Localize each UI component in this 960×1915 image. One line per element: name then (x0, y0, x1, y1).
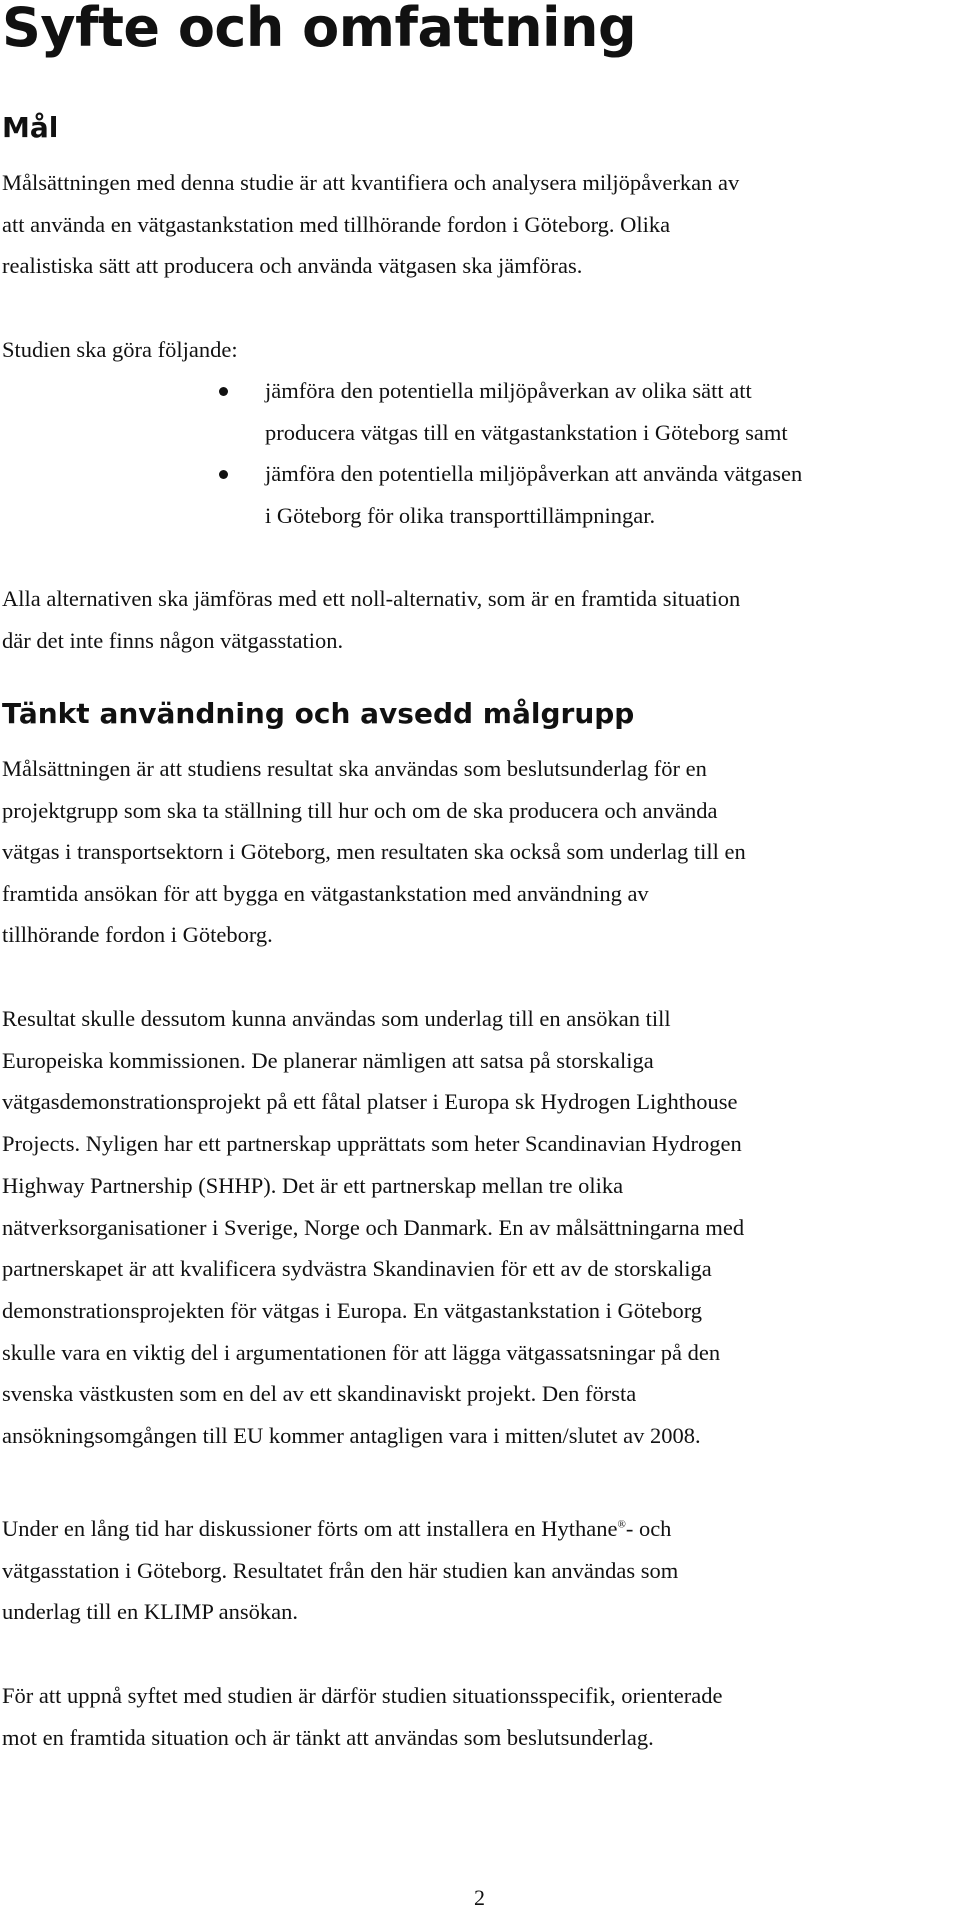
text-line: demonstrationsprojekten för vätgas i Europa. En vätgastankstation i Göteborg (2, 1297, 703, 1323)
text-line: Målsättningen med denna studie är att kvantifiera och analysera miljöpåverkan av (2, 170, 740, 195)
text-line: projektgrupp som ska ta ställning till hur och om de ska producera och använda (2, 797, 718, 823)
list-intro: Studien ska göra följande: (2, 337, 238, 362)
text-line: realistiska sätt att producera och använda vätgasen ska jämföras. (2, 253, 583, 278)
text-line: svenska västkusten som en del av ett skandinaviskt projekt. Den första (2, 1381, 637, 1407)
use-paragraph-1 (2, 748, 746, 956)
text-line: För att uppnå syftet med studien är därför studien situationsspecifik, orienterade (2, 1683, 723, 1708)
text-line: jämföra den potentiella miljöpåverkan att använda vätgasen (265, 461, 803, 486)
text-line: nätverksorganisationer i Sverige, Norge och Danmark. En av målsättningarna med (2, 1214, 745, 1240)
text-line: Europeiska kommissionen. De planerar nämligen att satsa på storskaliga (2, 1047, 654, 1073)
text-line: Highway Partnership (SHHP). Det är ett partnerskap mellan tre olika (2, 1172, 624, 1198)
list-item (0, 370, 802, 453)
text-run: - och (625, 1516, 672, 1541)
use-paragraph-3 (2, 1508, 678, 1633)
text-line: i Göteborg för olika transporttillämpningar. (265, 502, 656, 528)
text-line: partnerskapet är att kvalificera sydvästra Skandinavien för ett av de storskaliga (2, 1256, 712, 1282)
text-line: Resultat skulle dessutom kunna användas som underlag till en ansökan till (2, 1006, 671, 1031)
registered-mark: ® (617, 1518, 626, 1531)
page-number: 2 (474, 1885, 485, 1910)
text-line: Målsättningen är att studiens resultat ska användas som beslutsunderlag för en (2, 756, 707, 781)
text-line: framtida ansökan för att bygga en vätgastankstation med användning av (2, 880, 649, 906)
goal-intro-paragraph (2, 162, 739, 287)
text-line: att använda en vätgastankstation med tillhörande fordon i Göteborg. Olika (2, 211, 671, 237)
text-line: där det inte finns någon vätgasstation. (2, 627, 344, 653)
list-item (0, 453, 802, 536)
text-line: underlag till en KLIMP ansökan. (2, 1599, 298, 1624)
text-line (2, 1508, 678, 1550)
text-line: Alla alternativen ska jämföras med ett noll-alternativ, som är en framtida situation (2, 586, 741, 611)
text-line: vätgas i transportsektorn i Göteborg, men resultaten ska också som underlag till en (2, 839, 746, 864)
text-line: tillhörande fordon i Göteborg. (2, 922, 273, 947)
bullet-icon (219, 387, 228, 396)
text-line: vätgasdemonstrationsprojekt på ett fåtal platser i Europa sk Hydrogen Lighthouse (2, 1089, 738, 1115)
text-line: vätgasstation i Göteborg. Resultatet från den här studien kan användas som (2, 1557, 679, 1583)
use-paragraph-4 (2, 1675, 722, 1758)
text-line: ansökningsomgången till EU kommer antagligen vara i mitten/slutet av 2008. (2, 1423, 701, 1449)
section-heading-goal: Mål (2, 111, 59, 144)
page-title: Syfte och omfattning (2, 0, 637, 59)
goal-bullet-list (0, 370, 802, 536)
text-line: mot en framtida situation och är tänkt att användas som beslutsunderlag. (2, 1724, 654, 1750)
text-line: Projects. Nyligen har ett partnerskap upprättats som heter Scandinavian Hydrogen (2, 1131, 742, 1157)
text-line: jämföra den potentiella miljöpåverkan av olika sätt att (265, 378, 752, 403)
comparison-paragraph (2, 578, 740, 661)
text-line: skulle vara en viktig del i argumentationen för att lägga vätgassatsningar på den (2, 1339, 721, 1365)
section-heading-use: Tänkt användning och avsedd målgrupp (2, 697, 635, 730)
use-paragraph-2 (2, 998, 744, 1457)
text-line: producera vätgas till en vätgastankstation i Göteborg samt (265, 419, 788, 445)
bullet-icon (219, 470, 228, 479)
text-run: Under en lång tid har diskussioner förts om att installera en Hythane (2, 1516, 618, 1541)
